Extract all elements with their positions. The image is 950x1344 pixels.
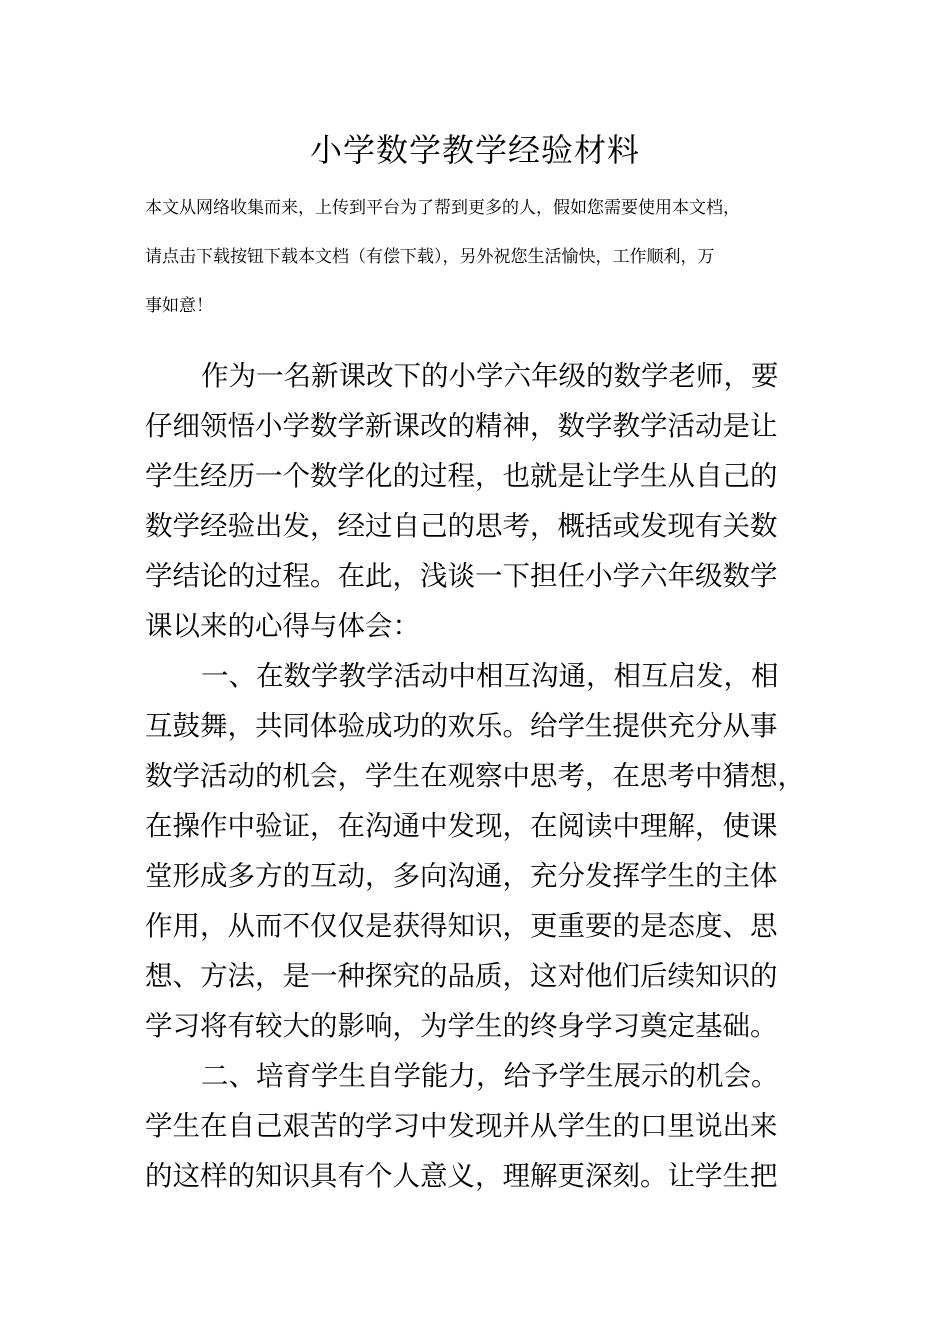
body-line: 学习将有较大的影响，为学生的终身学习奠定基础。	[145, 1010, 778, 1042]
body-line: 作为一名新课改下的小学六年级的数学老师，要	[201, 360, 779, 392]
notice-line: 请点击下载按钮下载本文档（有偿下载），另外祝您生活愉快，工作顺利，万	[145, 247, 715, 267]
body-line: 二、培育学生自学能力，给予学生展示的机会。	[201, 1060, 779, 1092]
body-line: 在操作中验证，在沟通中发现，在阅读中理解，使课	[145, 810, 778, 842]
body-line: 仔细领悟小学数学新课改的精神，数学教学活动是让	[145, 410, 778, 442]
body-line: 的这样的知识具有个人意义，理解更深刻。让学生把	[145, 1160, 778, 1192]
body-line: 学生在自己艰苦的学习中发现并从学生的口里说出来	[145, 1110, 778, 1142]
body-line: 学结论的过程。在此，浅谈一下担任小学六年级数学	[145, 560, 778, 592]
body-line: 课以来的心得与体会：	[145, 610, 420, 642]
body-line: 学生经历一个数学化的过程，也就是让学生从自己的	[145, 460, 778, 492]
body-line: 作用，从而不仅仅是获得知识，更重要的是态度、思	[145, 910, 778, 942]
body-line: 想、方法，是一种探究的品质，这对他们后续知识的	[145, 960, 778, 992]
body-line: 一、在数学教学活动中相互沟通，相互启发，相	[201, 660, 779, 692]
download-notice	[145, 184, 810, 331]
body-line: 数学活动的机会，学生在观察中思考，在思考中猜想，	[145, 760, 805, 792]
body-line: 互鼓舞，共同体验成功的欢乐。给学生提供充分从事	[145, 710, 778, 742]
body-line: 堂形成多方的互动，多向沟通，充分发挥学生的主体	[145, 860, 778, 892]
document-title: 小学数学教学经验材料	[309, 131, 640, 169]
notice-line: 事如意！	[145, 296, 213, 316]
body-line: 数学经验出发，经过自己的思考，概括或发现有关数	[145, 510, 778, 542]
notice-line: 本文从网络收集而来，上传到平台为了帮到更多的人，假如您需要使用本文档，	[145, 198, 740, 218]
document-body	[145, 351, 810, 1201]
